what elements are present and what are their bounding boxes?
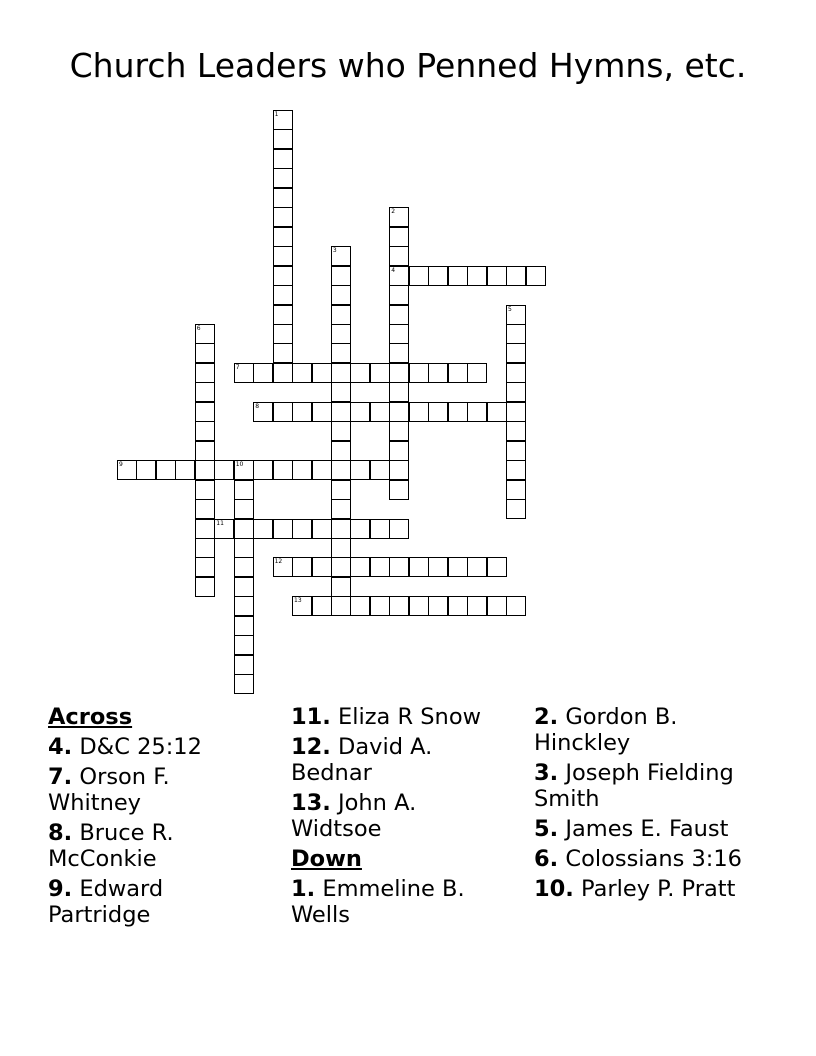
clue-across-8: 8. Bruce R. McConkie	[48, 820, 174, 872]
clue-across-9: 9. Edward Partridge	[48, 876, 164, 928]
grid-cell[interactable]	[273, 324, 293, 344]
grid-cell[interactable]	[428, 596, 448, 616]
grid-cell[interactable]	[195, 538, 215, 558]
grid-cell[interactable]	[389, 460, 409, 480]
grid-cell[interactable]	[234, 363, 254, 383]
clue-number-label: 13	[294, 597, 302, 605]
clue-across-13: 13. John A. Widtsoe	[291, 790, 417, 842]
clue-number-label: 11	[216, 519, 224, 527]
grid-cell[interactable]	[292, 519, 312, 539]
clue-number-label: 12	[274, 558, 283, 566]
grid-cell[interactable]	[331, 538, 351, 558]
grid-cell[interactable]	[331, 266, 351, 286]
grid-cell[interactable]	[234, 519, 254, 539]
clues-column-1	[48, 704, 263, 932]
grid-cell[interactable]	[331, 480, 351, 500]
grid-cell[interactable]	[331, 363, 351, 383]
grid-cell[interactable]	[195, 480, 215, 500]
grid-cell[interactable]	[273, 343, 293, 363]
grid-cell[interactable]	[234, 538, 254, 558]
grid-cell[interactable]	[331, 246, 351, 266]
grid-cell[interactable]	[253, 460, 273, 480]
clue-down-2: 2. Gordon B. Hinckley	[534, 704, 678, 756]
grid-cell[interactable]	[273, 227, 293, 247]
grid-cell[interactable]	[331, 343, 351, 363]
grid-cell[interactable]	[389, 480, 409, 500]
grid-cell[interactable]	[331, 577, 351, 597]
clue-down-3: 3. Joseph Fielding Smith	[534, 760, 734, 812]
grid-cell[interactable]	[350, 402, 370, 422]
grid-cell[interactable]	[292, 402, 312, 422]
grid-cell[interactable]	[156, 460, 176, 480]
grid-cell[interactable]	[506, 343, 526, 363]
grid-cell[interactable]	[409, 363, 429, 383]
grid-cell[interactable]	[195, 421, 215, 441]
grid-cell[interactable]	[234, 596, 254, 616]
grid-cell[interactable]	[448, 266, 468, 286]
grid-cell[interactable]	[506, 460, 526, 480]
grid-cell[interactable]	[370, 402, 390, 422]
grid-cell[interactable]	[389, 343, 409, 363]
grid-cell[interactable]	[487, 402, 507, 422]
grid-cell[interactable]	[195, 382, 215, 402]
grid-cell[interactable]	[506, 499, 526, 519]
grid-cell[interactable]	[448, 402, 468, 422]
grid-cell[interactable]	[273, 129, 293, 149]
clue-down-10: 10. Parley P. Pratt	[534, 876, 736, 902]
grid-cell[interactable]	[389, 421, 409, 441]
grid-cell[interactable]	[487, 596, 507, 616]
clue-number-label: 1	[274, 111, 279, 118]
grid-cell[interactable]	[409, 596, 429, 616]
clue-down-6: 6. Colossians 3:16	[534, 846, 742, 872]
grid-cell[interactable]	[331, 441, 351, 461]
grid-cell[interactable]	[312, 402, 332, 422]
grid-cell[interactable]	[331, 324, 351, 344]
grid-cell[interactable]	[506, 480, 526, 500]
clue-down-1: 1. Emmeline B. Wells	[291, 876, 465, 928]
grid-cell[interactable]	[253, 363, 273, 383]
grid-cell[interactable]	[389, 557, 409, 577]
grid-cell[interactable]	[234, 557, 254, 577]
grid-cell[interactable]	[331, 499, 351, 519]
grid-cell[interactable]	[389, 305, 409, 325]
grid-cell[interactable]	[506, 324, 526, 344]
grid-cell[interactable]	[175, 460, 195, 480]
grid-cell[interactable]	[273, 188, 293, 208]
grid-cell[interactable]	[273, 110, 293, 130]
grid-cell[interactable]	[253, 519, 273, 539]
clue-number-label: 3	[332, 247, 337, 255]
clue-number-label: 8	[255, 402, 260, 410]
down-heading: Down	[291, 846, 362, 872]
grid-cell[interactable]	[234, 674, 254, 694]
grid-cell[interactable]	[389, 441, 409, 461]
grid-cell[interactable]	[506, 402, 526, 422]
grid-cell[interactable]	[195, 557, 215, 577]
grid-cell[interactable]	[234, 460, 254, 480]
grid-cell[interactable]	[331, 596, 351, 616]
grid-cell[interactable]	[506, 421, 526, 441]
clues-column-3	[534, 704, 774, 906]
grid-cell[interactable]	[331, 382, 351, 402]
grid-cell[interactable]	[370, 460, 390, 480]
grid-cell[interactable]	[214, 460, 234, 480]
grid-cell[interactable]	[273, 168, 293, 188]
grid-cell[interactable]	[487, 557, 507, 577]
grid-cell[interactable]	[273, 363, 293, 383]
grid-cell[interactable]	[506, 305, 526, 325]
grid-cell[interactable]	[253, 402, 273, 422]
clue-number-label: 4	[391, 266, 396, 274]
grid-cell[interactable]	[273, 266, 293, 286]
grid-cell[interactable]	[389, 596, 409, 616]
clue-number-label: 9	[119, 461, 123, 469]
grid-cell[interactable]	[428, 266, 448, 286]
grid-cell[interactable]	[428, 557, 448, 577]
grid-cell[interactable]	[331, 402, 351, 422]
grid-cell[interactable]	[428, 363, 448, 383]
grid-cell[interactable]	[467, 596, 487, 616]
grid-cell[interactable]	[409, 557, 429, 577]
grid-cell[interactable]	[273, 246, 293, 266]
grid-cell[interactable]	[234, 655, 254, 675]
grid-cell[interactable]	[370, 519, 390, 539]
grid-cell[interactable]	[312, 596, 332, 616]
grid-cell[interactable]	[428, 402, 448, 422]
grid-cell[interactable]	[331, 285, 351, 305]
grid-cell[interactable]	[292, 460, 312, 480]
grid-cell[interactable]	[389, 207, 409, 227]
grid-cell[interactable]	[292, 596, 312, 616]
clue-number-label: 6	[196, 324, 201, 332]
grid-cell[interactable]	[214, 519, 234, 539]
clue-across-4: 4. D&C 25:12	[48, 734, 202, 760]
clue-number-label: 10	[235, 461, 244, 469]
grid-cell[interactable]	[506, 266, 526, 286]
grid-cell[interactable]	[234, 480, 254, 500]
grid-cell[interactable]	[350, 363, 370, 383]
grid-cell[interactable]	[350, 519, 370, 539]
grid-cell[interactable]	[312, 363, 332, 383]
grid-cell[interactable]	[389, 324, 409, 344]
grid-cell[interactable]	[292, 557, 312, 577]
grid-cell[interactable]	[273, 402, 293, 422]
grid-cell[interactable]	[273, 285, 293, 305]
grid-cell[interactable]	[312, 519, 332, 539]
grid-cell[interactable]	[195, 460, 215, 480]
grid-cell[interactable]	[195, 519, 215, 539]
across-heading: Across	[48, 704, 133, 730]
grid-cell[interactable]	[273, 305, 293, 325]
grid-cell[interactable]	[195, 441, 215, 461]
clue-number-label: 5	[508, 305, 512, 313]
grid-cell[interactable]	[389, 382, 409, 402]
grid-cell[interactable]	[448, 557, 468, 577]
grid-cell[interactable]	[273, 557, 293, 577]
grid-cell[interactable]	[487, 266, 507, 286]
grid-cell[interactable]	[331, 421, 351, 441]
grid-cell[interactable]	[506, 382, 526, 402]
grid-cell[interactable]	[312, 557, 332, 577]
clue-number-label: 7	[235, 363, 240, 371]
grid-cell[interactable]	[331, 519, 351, 539]
grid-cell[interactable]	[234, 577, 254, 597]
grid-cell[interactable]	[331, 305, 351, 325]
grid-cell[interactable]	[331, 557, 351, 577]
grid-cell[interactable]	[350, 460, 370, 480]
clue-down-5: 5. James E. Faust	[534, 816, 729, 842]
clue-number-label: 2	[391, 208, 396, 216]
grid-cell[interactable]	[292, 363, 312, 383]
grid-cell[interactable]	[234, 499, 254, 519]
grid-cell[interactable]	[195, 402, 215, 422]
grid-cell[interactable]	[195, 343, 215, 363]
grid-cell[interactable]	[370, 557, 390, 577]
grid-cell[interactable]	[273, 207, 293, 227]
grid-cell[interactable]	[195, 499, 215, 519]
grid-cell[interactable]	[117, 460, 137, 480]
grid-cell[interactable]	[331, 460, 351, 480]
grid-cell[interactable]	[506, 441, 526, 461]
grid-cell[interactable]	[350, 596, 370, 616]
grid-cell[interactable]	[526, 266, 546, 286]
grid-cell[interactable]	[195, 577, 215, 597]
clue-across-11: 11. Eliza R Snow	[291, 704, 481, 730]
grid-cell[interactable]	[195, 363, 215, 383]
grid-cell[interactable]	[448, 363, 468, 383]
grid-cell[interactable]	[389, 402, 409, 422]
grid-cell[interactable]	[370, 363, 390, 383]
grid-cell[interactable]	[467, 557, 487, 577]
grid-cell[interactable]	[467, 266, 487, 286]
grid-cell[interactable]	[273, 519, 293, 539]
clues-column-2	[291, 704, 506, 932]
clue-across-12: 12. David A. Bednar	[291, 734, 433, 786]
grid-cell[interactable]	[234, 635, 254, 655]
grid-cell[interactable]	[312, 460, 332, 480]
grid-cell[interactable]	[467, 402, 487, 422]
clue-across-7: 7. Orson F. Whitney	[48, 764, 170, 816]
grid-cell[interactable]	[409, 266, 429, 286]
grid-cell[interactable]	[389, 266, 409, 286]
grid-cell[interactable]	[389, 285, 409, 305]
grid-cell[interactable]	[506, 596, 526, 616]
grid-cell[interactable]	[389, 519, 409, 539]
grid-cell[interactable]	[273, 460, 293, 480]
grid-cell[interactable]	[409, 402, 429, 422]
grid-cell[interactable]	[467, 363, 487, 383]
grid-cell[interactable]	[389, 246, 409, 266]
grid-cell[interactable]	[234, 616, 254, 636]
grid-cell[interactable]	[389, 363, 409, 383]
grid-cell[interactable]	[350, 557, 370, 577]
puzzle-title: Church Leaders who Penned Hymns, etc.	[69, 46, 747, 85]
grid-cell[interactable]	[448, 596, 468, 616]
grid-cell[interactable]	[389, 227, 409, 247]
grid-cell[interactable]	[136, 460, 156, 480]
grid-cell[interactable]	[506, 363, 526, 383]
grid-cell[interactable]	[273, 149, 293, 169]
grid-cell[interactable]	[195, 324, 215, 344]
grid-cell[interactable]	[370, 596, 390, 616]
